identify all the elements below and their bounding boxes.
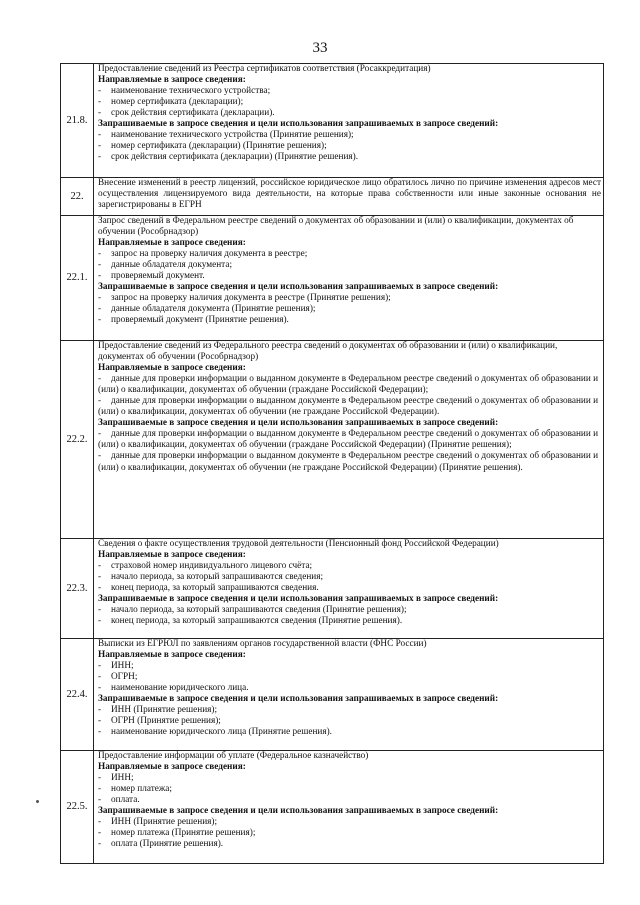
list-item: - номер сертификата (декларации) (Принятие решения);: [98, 141, 327, 152]
row-content: [94, 639, 604, 751]
sent-heading: Направляемые в запросе сведения:: [98, 550, 246, 561]
table-row: [61, 64, 604, 178]
sent-heading: Направляемые в запросе сведения:: [98, 363, 246, 374]
requested-heading: Запрашиваемые в запросе сведения и цели использования запрашиваемых в запросе сведений:: [98, 806, 499, 817]
page-number: 33: [312, 40, 328, 56]
list-item: - данные для проверки информации о выданном документе в Федеральном реестре сведений о документах об образовании и (или) о квалификации, документах об обучении (граждане Российской Федерации);: [98, 374, 599, 396]
list-item: - начало периода, за который запрашиваются сведения (Принятие решения);: [98, 605, 407, 616]
list-item: - проверяемый документ (Принятие решения).: [98, 315, 289, 326]
row-content: [94, 751, 604, 864]
list-item: - страховой номер индивидуального лицевого счёта;: [98, 561, 313, 572]
list-item: - начало периода, за который запрашиваются сведения;: [98, 572, 324, 583]
list-item: - конец периода, за который запрашиваются сведения.: [98, 583, 319, 594]
list-item: - ИНН (Принятие решения);: [98, 817, 218, 828]
scan-speck: [36, 800, 39, 803]
list-item: - данные для проверки информации о выданном документе в Федеральном реестре сведений о документах об образовании и (или) о квалификации, документах об обучении (не граждане Российской Федерации) (Принятие решения).: [98, 451, 599, 473]
list-item: - данные для проверки информации о выданном документе в Федеральном реестре сведений о документах об образовании и (или) о квалификации, документах об обучении (граждане Российской Федерации) (Принятие решения);: [98, 429, 599, 451]
list-item: - ИНН (Принятие решения);: [98, 705, 218, 716]
row-title: Предоставление информации об уплате (Федеральное казначейство): [98, 751, 369, 761]
sent-heading: Направляемые в запросе сведения:: [98, 762, 246, 773]
list-item: - номер платежа (Принятие решения);: [98, 828, 256, 839]
row-title: Предоставление сведений из Реестра сертификатов соответствия (Росаккредитация): [98, 64, 431, 74]
table-row: [61, 341, 604, 539]
row-number: 22.5.: [61, 751, 94, 864]
services-table: [60, 63, 604, 864]
row-number: 22.3.: [61, 539, 94, 639]
table-row: [61, 216, 604, 341]
requested-heading: Запрашиваемые в запросе сведения и цели использования запрашиваемых в запросе сведений:: [98, 418, 499, 429]
list-item: - наименование технического устройства;: [98, 86, 271, 97]
row-number: 22.2.: [61, 341, 94, 539]
requested-heading: Запрашиваемые в запросе сведения и цели использования запрашиваемых в запросе сведений:: [98, 119, 499, 130]
row-number: 21.8.: [61, 64, 94, 178]
table-row: [61, 751, 604, 864]
list-item: - срок действия сертификата (декларации) (Принятие решения).: [98, 152, 359, 163]
list-item: - запрос на проверку наличия документа в реестре (Принятие решения);: [98, 293, 391, 304]
list-item: - оплата (Принятие решения).: [98, 839, 224, 850]
row-content: [94, 216, 604, 341]
list-item: - срок действия сертификата (декларации).: [98, 108, 275, 119]
row-content: [94, 539, 604, 639]
table-row: [61, 639, 604, 751]
table-row: [61, 539, 604, 639]
sent-heading: Направляемые в запросе сведения:: [98, 75, 246, 86]
list-item: - наименование юридического лица (Принятие решения).: [98, 727, 332, 738]
list-item: - запрос на проверку наличия документа в реестре;: [98, 249, 308, 260]
list-item: - наименование юридического лица.: [98, 683, 249, 694]
row-title: Выписки из ЕГРЮЛ по заявлениям органов государственной власти (ФНС России): [98, 639, 427, 649]
list-item: - ИНН;: [98, 773, 134, 784]
list-item: - номер сертификата (декларации);: [98, 97, 244, 108]
table-row: [61, 178, 604, 216]
row-number: 22.1.: [61, 216, 94, 341]
list-item: - ОГРН;: [98, 672, 138, 683]
row-title: Сведения о факте осуществления трудовой деятельности (Пенсионный фонд Российской Федерации): [98, 539, 499, 549]
row-text: Внесение изменений в реестр лицензий, российское юридическое лицо обратилось лично по причине изменения адресов мест осуществления лицензируемого вида деятельности, на которые права собственности или иные законные основания не зарегистрированы в ЕГРН: [98, 178, 601, 211]
row-title: Предоставление сведений из Федерального реестра сведений о документах об образовании и (или) о квалификации, документах об обучении (Рособрнадзор): [98, 341, 558, 363]
row-content: [94, 341, 604, 539]
requested-heading: Запрашиваемые в запросе сведения и цели использования запрашиваемых в запросе сведений:: [98, 282, 499, 293]
row-content: [94, 178, 604, 216]
list-item: - номер платежа;: [98, 784, 172, 795]
row-content: [94, 64, 604, 178]
row-number: 22.4.: [61, 639, 94, 751]
list-item: - данные обладателя документа;: [98, 260, 233, 271]
list-item: - наименование технического устройства (Принятие решения);: [98, 130, 354, 141]
sent-heading: Направляемые в запросе сведения:: [98, 238, 246, 249]
list-item: - конец периода, за который запрашиваются сведения (Принятие решения).: [98, 616, 403, 627]
list-item: - данные обладателя документа (Принятие решения);: [98, 304, 316, 315]
sent-heading: Направляемые в запросе сведения:: [98, 650, 246, 661]
list-item: - ОГРН (Принятие решения);: [98, 716, 221, 727]
list-item: - ИНН;: [98, 661, 134, 672]
row-number: 22.: [61, 178, 94, 216]
list-item: - данные для проверки информации о выданном документе в Федеральном реестре сведений о документах об образовании и (или) о квалификации, документах об обучении (не граждане Российской Федерации).: [98, 396, 599, 418]
requested-heading: Запрашиваемые в запросе сведения и цели использования запрашиваемых в запросе сведений:: [98, 594, 499, 605]
row-title: Запрос сведений в Федеральном реестре сведений о документах об образовании и (или) о квалификации, документах об обучении (Рособрнадзор): [98, 216, 574, 238]
list-item: - проверяемый документ.: [98, 271, 205, 282]
requested-heading: Запрашиваемые в запросе сведения и цели использования запрашиваемых в запросе сведений:: [98, 694, 499, 705]
list-item: - оплата.: [98, 795, 140, 806]
